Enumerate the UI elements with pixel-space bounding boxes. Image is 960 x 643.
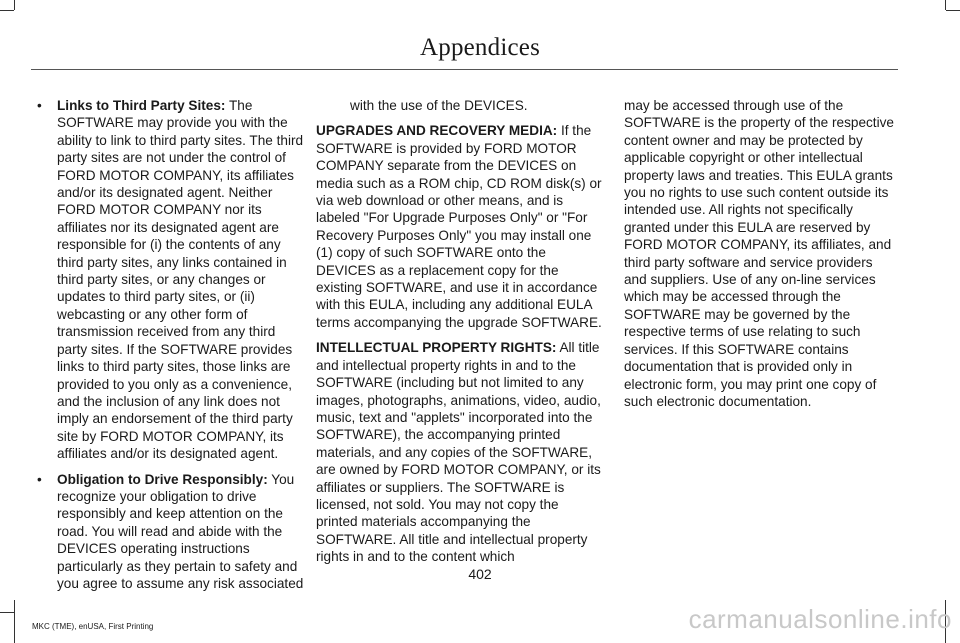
column-right <box>624 97 896 418</box>
paragraph-heading: UPGRADES AND RECOVERY MEDIA: <box>316 123 558 139</box>
paragraph-text: All title and intellectual property rights in and to the SOFTWARE (including but not limited to any images, photographs, animations, video, audio, music, text and "applets" incorporated into the SOFTWARE), the accompanying printed materials, and any copies of the SOFTWARE, are owned by FORD MOTOR COMPANY, or its affiliates or suppliers. The SOFTWARE is licensed, not sold. You may not copy the printed materials accompanying the SOFTWARE. All title and intellectual property rights in and to the content which <box>316 340 601 565</box>
crop-mark-top-left-v <box>14 0 15 10</box>
crop-mark-bottom-left-h <box>0 612 14 613</box>
bullet-label: Links to Third Party Sites: <box>57 98 226 113</box>
paragraph-content-continuation: may be accessed through use of the SOFTWARE is the property of the respective content owner and may be protected by applicable copyright or other intellectual property laws and treaties. This EULA grants you no rights to use such content outside its intended use. All rights not specifically granted under this EULA are reserved by FORD MOTOR COMPANY, its affiliates, and third party software and service providers and suppliers. Use of any on-line services which may be accessed through the SOFTWARE may be governed by the respective terms of use relating to such services. If this SOFTWARE contains documentation that is provided only in electronic form, you may print one copy of such electronic documentation. <box>624 98 894 409</box>
bullet-text: You recognize your obligation to drive responsibly and keep attention on the road. You will read and abide with the DEVICES operating instructions particularly as they pertain to safety and you agree to assume any risk associated <box>57 471 304 591</box>
bullet-text: The SOFTWARE may provide you with the ability to link to third party sites. The third party sites are not under the control of FORD MOTOR COMPANY, its affiliates and/or its designated agent. Neither FORD MOTOR COMPANY nor its affiliates nor its designated agent are responsible for (i) the contents of any third party sites, any links contained in third party sites, or any changes or updates to third party sites, or (ii) webcasting or any other form of transmission received from any third party sites. If the SOFTWARE provides links to third party sites, those links are provided to you only as a convenience, and the inclusion of any link does not imply an endorsement of the third party site by FORD MOTOR COMPANY, its affiliates and/or its designated agent. <box>57 98 304 462</box>
page-number: 402 <box>468 566 492 582</box>
paragraph-heading: INTELLECTUAL PROPERTY RIGHTS: <box>316 340 557 356</box>
header-divider <box>31 69 898 70</box>
crop-mark-top-right-v <box>945 0 946 10</box>
watermark: carmanualsonline.info <box>688 604 952 634</box>
column-middle <box>316 97 602 574</box>
crop-mark-top-left-h <box>0 10 14 11</box>
printing-info: MKC (TME), enUSA, First Printing <box>32 622 154 631</box>
paragraph-intellectual-property <box>316 339 602 565</box>
bullet-third-party-sites <box>37 97 309 463</box>
bullet-continuation: with the use of the DEVICES. <box>350 98 528 113</box>
crop-mark-top-right-h <box>946 10 960 11</box>
paragraph-text: If the SOFTWARE is provided by FORD MOTOR COMPANY separate from the DEVICES on media such as a ROM chip, CD ROM disk(s) or via web download or other means, and is labeled "For Upgrade Purposes Only" or "For Recovery Purposes Only" you may install one (1) copy of such SOFTWARE onto the DEVICES as a replacement copy for the existing SOFTWARE, and use it in accordance with this EULA, including any additional EULA terms accompanying the upgrade SOFTWARE. <box>316 123 602 330</box>
bullet-label: Obligation to Drive Responsibly: <box>57 471 268 487</box>
column-left <box>37 97 309 600</box>
page-title: Appendices <box>419 34 541 61</box>
crop-mark-bottom-left-v <box>14 600 15 643</box>
paragraph-upgrades-recovery <box>316 122 602 331</box>
